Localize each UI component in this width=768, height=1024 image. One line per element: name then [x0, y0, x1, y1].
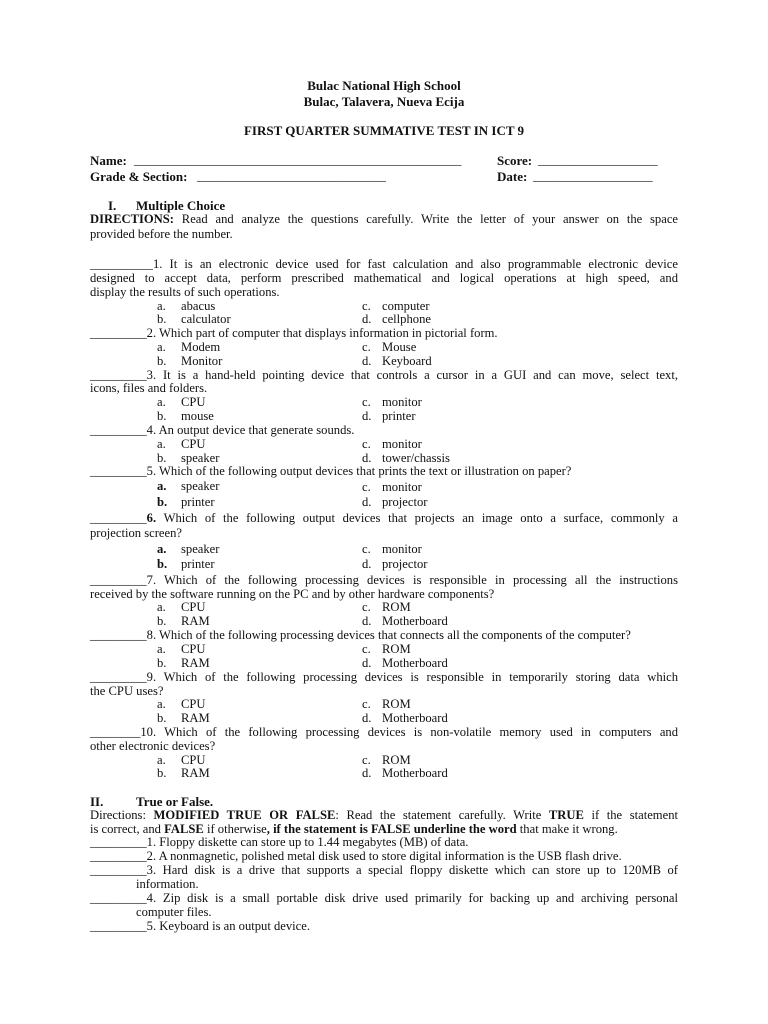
- q7-letter-b: b.: [157, 614, 167, 628]
- section1-title: Multiple Choice: [136, 198, 226, 213]
- q6-line1: [90, 512, 678, 526]
- q5-letter-d: d.: [362, 495, 372, 509]
- q4-letter-a: a.: [157, 437, 166, 451]
- q6-option-c: monitor: [382, 542, 422, 556]
- directions-false: FALSE: [164, 822, 204, 836]
- directions-label: DIRECTIONS:: [90, 212, 174, 226]
- q10-letter-b: b.: [157, 766, 167, 780]
- q1-option-d: cellphone: [382, 312, 431, 326]
- q1-option-c: computer: [382, 299, 430, 313]
- q6-option-d: projector: [382, 557, 428, 571]
- q9-option-b: RAM: [181, 711, 210, 725]
- q7-option-a: CPU: [181, 600, 206, 614]
- q10-letter-d: d.: [362, 766, 372, 780]
- q4-letter-b: b.: [157, 451, 167, 465]
- q8-option-b: RAM: [181, 656, 210, 670]
- directions-end-text: that make it wrong.: [516, 822, 618, 836]
- q9-option-c: ROM: [382, 697, 411, 711]
- q8-option-d: Motherboard: [382, 656, 448, 670]
- q7-option-c: ROM: [382, 600, 411, 614]
- name-label: Name:: [90, 153, 127, 168]
- q1-letter-d: d.: [362, 312, 372, 326]
- q10-line2: other electronic devices?: [90, 739, 216, 753]
- directions-if-text: if the statement: [583, 808, 678, 822]
- q7-option-b: RAM: [181, 614, 210, 628]
- q7-line2: received by the software running on the PC and by other hardware components?: [90, 587, 495, 601]
- directions-read-text: : Read the statement carefully. Write: [335, 808, 549, 822]
- q9-letter-a: a.: [157, 697, 166, 711]
- q6-number: 6.: [146, 511, 157, 525]
- q6-option-a: speaker: [181, 542, 220, 556]
- q5-letter-a: a.: [157, 479, 167, 493]
- q6-option-b: printer: [181, 557, 215, 571]
- q8-line1: _________8. Which of the following processing devices that connects all the components of the computer?: [90, 628, 631, 642]
- q1-letter-a: a.: [157, 299, 166, 313]
- tf-statement-4-line2: computer files.: [136, 905, 212, 919]
- section2-number: II.: [90, 794, 104, 809]
- directions-text: Read and analyze the questions carefully. Write the letter of your answer on the space: [181, 212, 678, 226]
- q3-option-b: mouse: [181, 409, 214, 423]
- section2-title: True or False.: [136, 794, 214, 809]
- q3-letter-c: c.: [362, 395, 371, 409]
- q7-letter-c: c.: [362, 600, 371, 614]
- q8-option-c: ROM: [382, 642, 411, 656]
- q2-option-a: Modem: [181, 340, 221, 354]
- score-line: ___________________: [538, 153, 658, 167]
- q3-option-d: printer: [382, 409, 416, 423]
- q8-option-a: CPU: [181, 642, 206, 656]
- q4-option-b: speaker: [181, 451, 220, 465]
- q3-option-a: CPU: [181, 395, 206, 409]
- q2-letter-c: c.: [362, 340, 371, 354]
- q6-answer-blank: _________: [90, 511, 147, 525]
- q8-letter-a: a.: [157, 642, 166, 656]
- directions-true: TRUE: [548, 808, 584, 822]
- q2-line1: _________2. Which part of computer that displays information in pictorial form.: [90, 326, 498, 340]
- q4-letter-c: c.: [362, 437, 371, 451]
- grade-section-line: ______________________________: [197, 169, 386, 183]
- q9-letter-b: b.: [157, 711, 167, 725]
- q6-letter-d: d.: [362, 557, 372, 571]
- tf-statement-1: _________1. Floppy diskette can store up to 1.44 megabytes (MB) of data.: [90, 835, 469, 849]
- q5-line1: _________5. Which of the following output devices that prints the text or illustration on paper?: [90, 464, 572, 478]
- q5-option-a: speaker: [181, 479, 220, 493]
- q8-letter-c: c.: [362, 642, 371, 656]
- school-name: Bulac National High School: [307, 78, 461, 93]
- q5-option-b: printer: [181, 495, 215, 509]
- directions-modified-tf: MODIFIED TRUE OR FALSE: [153, 808, 336, 822]
- q10-option-a: CPU: [181, 753, 206, 767]
- tf-statement-2: _________2. A nonmagnetic, polished metal disk used to store digital information is the USB flash drive.: [90, 849, 622, 863]
- q1-option-a: abacus: [181, 299, 216, 313]
- q3-letter-b: b.: [157, 409, 167, 423]
- q5-letter-b: b.: [157, 495, 168, 509]
- q2-letter-a: a.: [157, 340, 166, 354]
- q7-letter-d: d.: [362, 614, 372, 628]
- q2-option-b: Monitor: [181, 354, 223, 368]
- q4-option-a: CPU: [181, 437, 206, 451]
- test-title: FIRST QUARTER SUMMATIVE TEST IN ICT 9: [243, 123, 525, 138]
- directions-underline-rule: , if the statement is FALSE underline the word: [266, 822, 517, 836]
- q2-letter-d: d.: [362, 354, 372, 368]
- q4-line1: _________4. An output device that generate sounds.: [90, 423, 355, 437]
- q10-option-d: Motherboard: [382, 766, 448, 780]
- q3-letter-d: d.: [362, 409, 372, 423]
- q2-option-d: Keyboard: [382, 354, 432, 368]
- q4-option-d: tower/chassis: [382, 451, 450, 465]
- q1-line2: designed to accept data, perform prescribed mathematical and logical operations at high speed, and: [90, 271, 678, 285]
- q3-letter-a: a.: [157, 395, 166, 409]
- q10-line1: ________10. Which of the following processing devices is non-volatile memory used in computers and: [90, 725, 678, 739]
- tf-statement-4-line1: _________4. Zip disk is a small portable disk drive used primarily for backing up and archiving personal: [90, 891, 678, 905]
- q10-letter-c: c.: [362, 753, 371, 767]
- tf-statement-3-line2: information.: [136, 877, 199, 891]
- date-line: ___________________: [533, 169, 653, 183]
- q6-letter-b: b.: [157, 557, 168, 571]
- section2-directions-line1: [90, 809, 678, 823]
- q9-option-d: Motherboard: [382, 711, 448, 725]
- q10-option-c: ROM: [382, 753, 411, 767]
- school-address: Bulac, Talavera, Nueva Ecija: [303, 94, 465, 109]
- q6-letter-c: c.: [362, 542, 371, 556]
- q7-line1: _________7. Which of the following processing devices is responsible in processing all the instructions: [90, 573, 678, 587]
- directions-otherwise-text: if otherwise: [203, 822, 267, 836]
- q10-option-b: RAM: [181, 766, 210, 780]
- q5-option-d: projector: [382, 495, 428, 509]
- q9-line2: the CPU uses?: [90, 684, 164, 698]
- score-label: Score:: [497, 153, 533, 168]
- q6-letter-a: a.: [157, 542, 167, 556]
- grade-section-label: Grade & Section:: [90, 169, 188, 184]
- directions-correct-text: is correct, and: [90, 822, 165, 836]
- q3-option-c: monitor: [382, 395, 422, 409]
- q9-letter-d: d.: [362, 711, 372, 725]
- q2-option-c: Mouse: [382, 340, 417, 354]
- name-line: ____________________________________________________: [134, 153, 462, 167]
- tf-statement-3-line1: _________3. Hard disk is a drive that supports a special floppy diskette which can store up to 120MB of: [90, 863, 678, 877]
- q10-letter-a: a.: [157, 753, 166, 767]
- q8-letter-d: d.: [362, 656, 372, 670]
- q9-option-a: CPU: [181, 697, 206, 711]
- q3-line1: _________3. It is a hand-held pointing device that controls a cursor in a GUI and can move, select text,: [90, 368, 678, 382]
- q2-letter-b: b.: [157, 354, 167, 368]
- q1-option-b: calculator: [181, 312, 231, 326]
- q1-line3: display the results of such operations.: [90, 285, 280, 299]
- tf-statement-5: _________5. Keyboard is an output device.: [90, 919, 310, 933]
- q1-letter-c: c.: [362, 299, 371, 313]
- q5-option-c: monitor: [382, 480, 422, 494]
- q4-option-c: monitor: [382, 437, 422, 451]
- q7-option-d: Motherboard: [382, 614, 448, 628]
- q7-letter-a: a.: [157, 600, 166, 614]
- q6-text: Which of the following output devices that projects an image onto a surface, commonly a: [156, 511, 678, 525]
- date-label: Date:: [497, 169, 528, 184]
- q9-line1: _________9. Which of the following processing devices is responsible in temporarily storing data which: [90, 670, 678, 684]
- q5-letter-c: c.: [362, 480, 371, 494]
- directions-prefix: Directions:: [90, 808, 154, 822]
- q1-letter-b: b.: [157, 312, 167, 326]
- q8-letter-b: b.: [157, 656, 167, 670]
- section1-directions-line1: [90, 213, 678, 227]
- q6-line2: projection screen?: [90, 526, 182, 540]
- section1-directions-line2: provided before the number.: [90, 227, 233, 241]
- q1-line1: __________1. It is an electronic device used for fast calculation and also programmable electronic device: [90, 257, 678, 271]
- q9-letter-c: c.: [362, 697, 371, 711]
- section1-number: I.: [108, 198, 117, 213]
- q3-line2: icons, files and folders.: [90, 381, 208, 395]
- q4-letter-d: d.: [362, 451, 372, 465]
